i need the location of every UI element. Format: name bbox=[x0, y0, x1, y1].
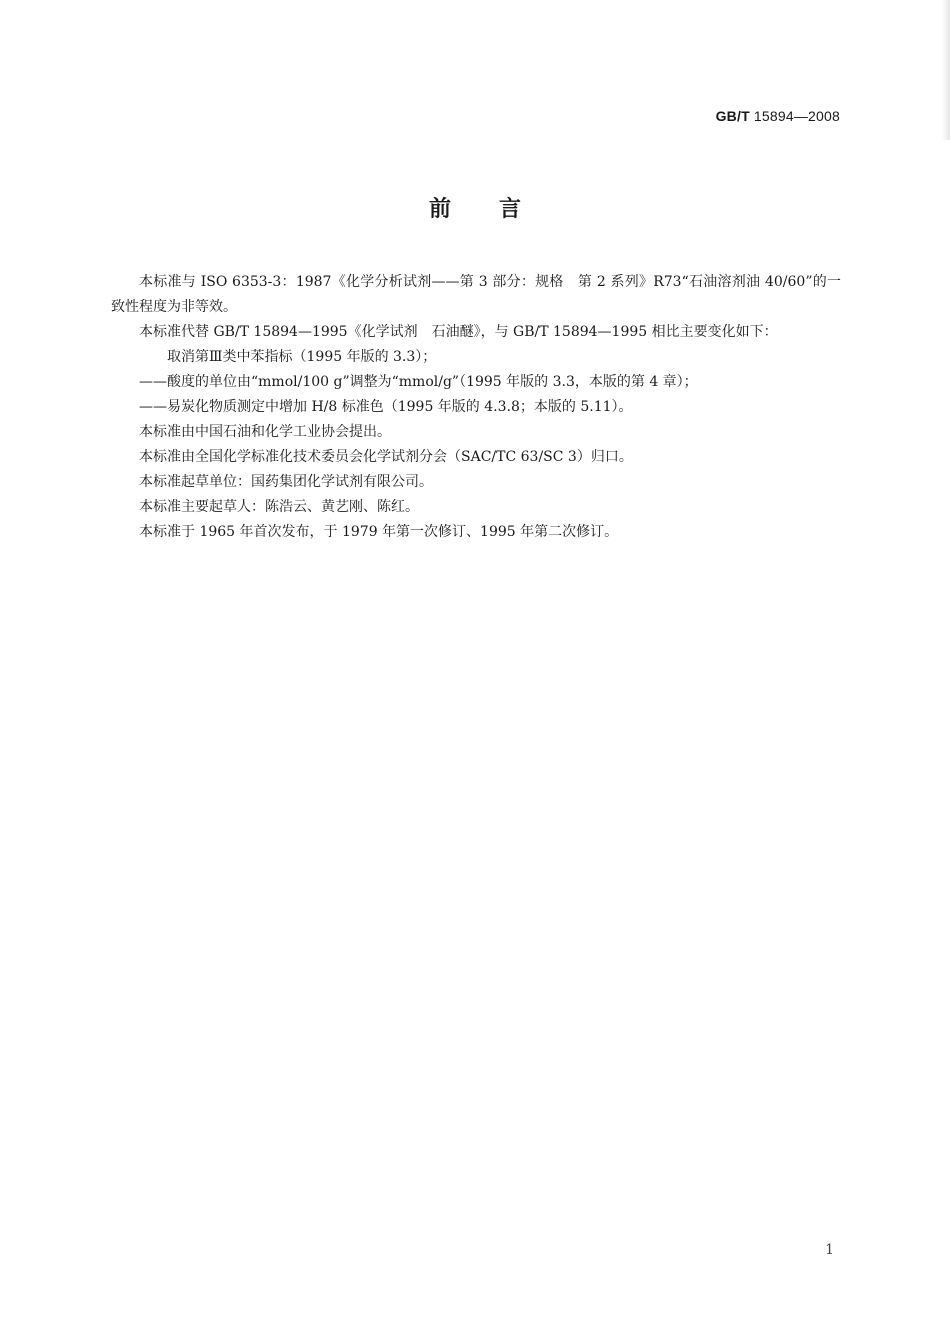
paragraph-equivalence: 本标准与 ISO 6353-3：1987《化学分析试剂——第 3 部分：规格 第 2 系列》R73“石油溶剂油 40/60”的一致性程度为非等效。 bbox=[111, 274, 841, 315]
paragraph-drafting-unit: 本标准起草单位：国药集团化学试剂有限公司。 bbox=[139, 474, 433, 490]
change-item-acidity: ——酸度的单位由“mmol/100 g”调整为“mmol/g”（1995 年版的 3.3，本版的第 4 章）； bbox=[139, 374, 698, 390]
change-item-carbonizable: ——易炭化物质测定中增加 H/8 标准色（1995 年版的 4.3.8；本版的 5.11）。 bbox=[139, 399, 633, 415]
page-title: 前言 bbox=[428, 197, 569, 222]
standard-code-number: 15894—2008 bbox=[753, 108, 840, 124]
paragraph-proposed-by: 本标准由中国石油和化学工业协会提出。 bbox=[139, 424, 391, 440]
scan-edge-shadow bbox=[942, 0, 950, 140]
paragraph-history: 本标准于 1965 年首次发布，于 1979 年第一次修订、1995 年第二次修订。 bbox=[139, 524, 619, 540]
page-number: 1 bbox=[825, 1242, 834, 1258]
foreword-body bbox=[111, 270, 841, 545]
standard-code-prefix: GB/T bbox=[715, 108, 750, 124]
paragraph-centralized-by: 本标准由全国化学标准化技术委员会化学试剂分会（SAC/TC 63/SC 3）归口。 bbox=[139, 449, 633, 465]
change-item-benzene: 取消第Ⅲ类中苯指标（1995 年版的 3.3）； bbox=[167, 349, 437, 365]
paragraph-replaces: 本标准代替 GB/T 15894—1995《化学试剂 石油醚》，与 GB/T 15894—1995 相比主要变化如下： bbox=[139, 324, 778, 340]
standard-code bbox=[716, 108, 840, 124]
paragraph-drafters: 本标准主要起草人：陈浩云、黄艺刚、陈红。 bbox=[139, 499, 419, 515]
